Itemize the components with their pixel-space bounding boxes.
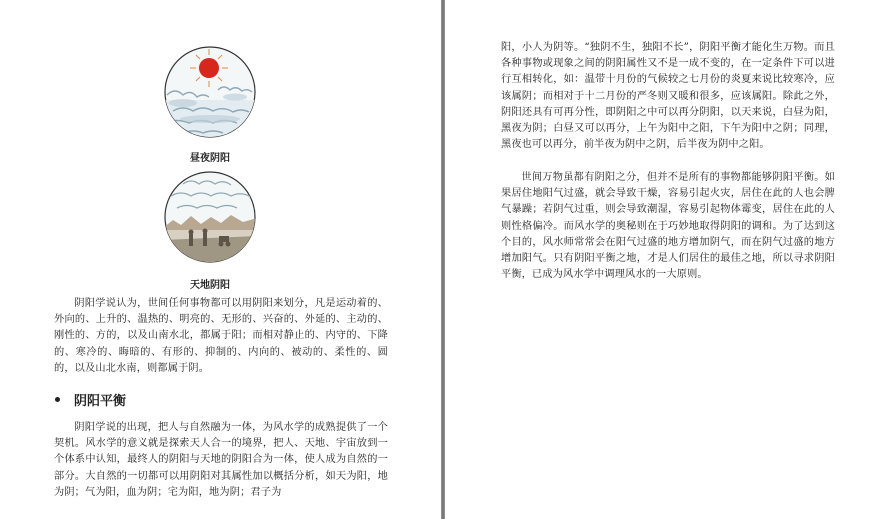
right-page xyxy=(445,0,887,519)
section-heading xyxy=(55,390,126,409)
figure2-caption: 天地阴阳 xyxy=(190,280,230,291)
figure1-caption: 昼夜阴阳 xyxy=(190,153,230,164)
right-paragraph-1: 阳，小人为阴等。“独阴不生，独阳不长”，阴阳平衡才能化生万物。而且各种事物或现象之间的阴阳属性又不是一成不变的，在一定条件下可以进行互相转化，如：温带十月份的气候较之七月份的炎夏来说比较寒冷，应该属阴；而相对于十二月份的严冬则又暖和很多，应该属阳。除此之外，阴阳还具有可再分性，即阴阳之中可以再分阴阳，以天来说，白昼为阳，黑夜为阴；白昼又可以再分，上午为阳中之阳，下午为阳中之阴；同理，黑夜也可以再分，前半夜为阴中之阴，后半夜为阴中之阳。 xyxy=(501,42,835,151)
right-paragraph-2: 世间万物虽都有阴阳之分，但并不是所有的事物都能够阴阳平衡。如果居住地阳气过盛，就会导致干燥，容易引起火灾，居住在此的人也会脾气暴躁；若阴气过重，则会导致潮湿，容易引起物体霉变，居住在此的人则性格偏冷。而风水学的奥秘则在于巧妙地取得阴阳的调和。为了达到这个目的，风水师常常会在阳气过盛的地方增加阴气，而在阴气过盛的地方增加阳气。只有阴阳平衡之地，才是人们居住的最佳之地，所以寻求阴阳平衡，已成为风水学中调理风水的一大原则。 xyxy=(501,172,835,281)
sun-icon xyxy=(199,58,219,78)
left-paragraph-2: 阴阳学说的出现，把人与自然融为一体，为风水学的成熟提供了一个契机。风水学的意义就是探索天人合一的境界，把人、天地、宇宙放到一个体系中认知，最终人的阴阳与天地的阴阳合为一体，使人成为自然的一部分。大自然的一切都可以用阴阳对其属性加以概括分析，如天为阳，地为阴；气为阳，血为阴；宅为阳，地为阴；君子为 xyxy=(54,422,388,498)
section-heading-text: 阴阳平衡 xyxy=(74,394,127,409)
left-page xyxy=(0,0,441,519)
heaven-earth-illustration xyxy=(163,170,257,264)
left-paragraph-1: 阴阳学说认为，世间任何事物都可以用阴阳来划分，凡是运动着的、外向的、上升的、温热的、明亮的、无形的、兴奋的、外延的、主动的、刚性的、方的，以及山南水北，都属于阳；而相对静止的、内守的、下降的、寒冷的、晦暗的、有形的、抑制的、内向的、被动的、柔性的、圆的，以及山北水南，则都属于阴。 xyxy=(54,298,388,374)
day-night-illustration xyxy=(163,45,257,139)
bullet-icon xyxy=(55,397,60,402)
